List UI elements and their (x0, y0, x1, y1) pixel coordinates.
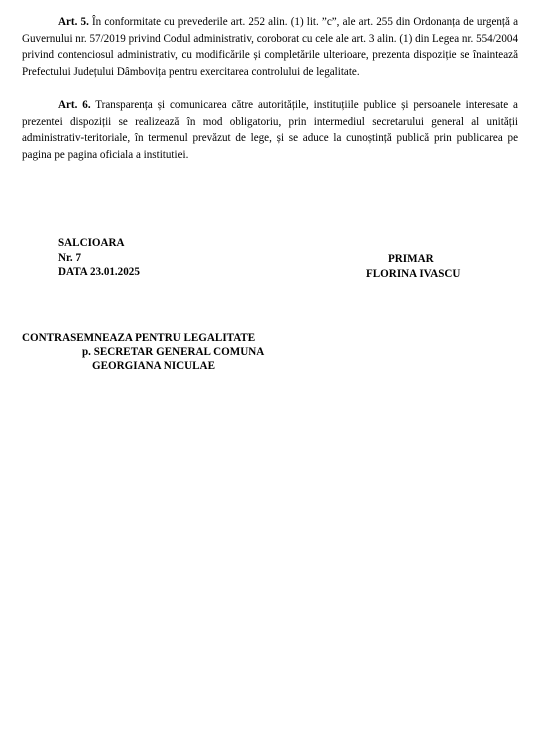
article-6-label: Art. 6. (58, 99, 91, 111)
mayor-title: PRIMAR (388, 253, 434, 265)
countersign-heading: CONTRASEMNEAZA PENTRU LEGALITATE (22, 332, 256, 344)
article-5-text: În conformitate cu prevederile art. 252 alin. (1) lit. ”c”, ale art. 255 din Ordonanța de urgență a Guvernului nr. 57/2019 privind Codul administrativ, coroborat cu cele ale art. 3 alin. (1) din Legea nr. 554/2004 privind contenciosul administrativ, cu modificările și completările ulterioare, prezenta dispoziție se înaintează Prefectului Județului Dâmbovița pentru exercitarea controlului de legalitate. (22, 16, 518, 79)
locality-name: SALCIOARA (58, 237, 125, 249)
document-date: DATA 23.01.2025 (58, 266, 140, 278)
issuance-details (58, 236, 140, 280)
article-5-paragraph (22, 14, 518, 81)
article-5-label: Art. 5. (58, 16, 89, 28)
article-6-text: Transparența și comunicarea către autoritățile, instituțiile publice și persoanele interesate a prezentei dispoziții se realizează în mod obligatoriu, prin intermediul secretarului general al unității administrativ-teritoriale, în termenul prevăzut de lege, și se aduce la cunoștință publică prin publicarea pe pagina pe pagina oficiala a institutiei. (22, 99, 518, 162)
mayor-signature-block (366, 252, 460, 281)
document-number: Nr. 7 (58, 251, 82, 264)
secretary-name: GEORGIANA NICULAE (92, 360, 215, 373)
countersignature-block (22, 331, 264, 374)
mayor-name: FLORINA IVASCU (366, 267, 461, 280)
secretary-title: p. SECRETAR GENERAL COMUNA (82, 346, 265, 359)
article-6-paragraph (22, 97, 518, 164)
